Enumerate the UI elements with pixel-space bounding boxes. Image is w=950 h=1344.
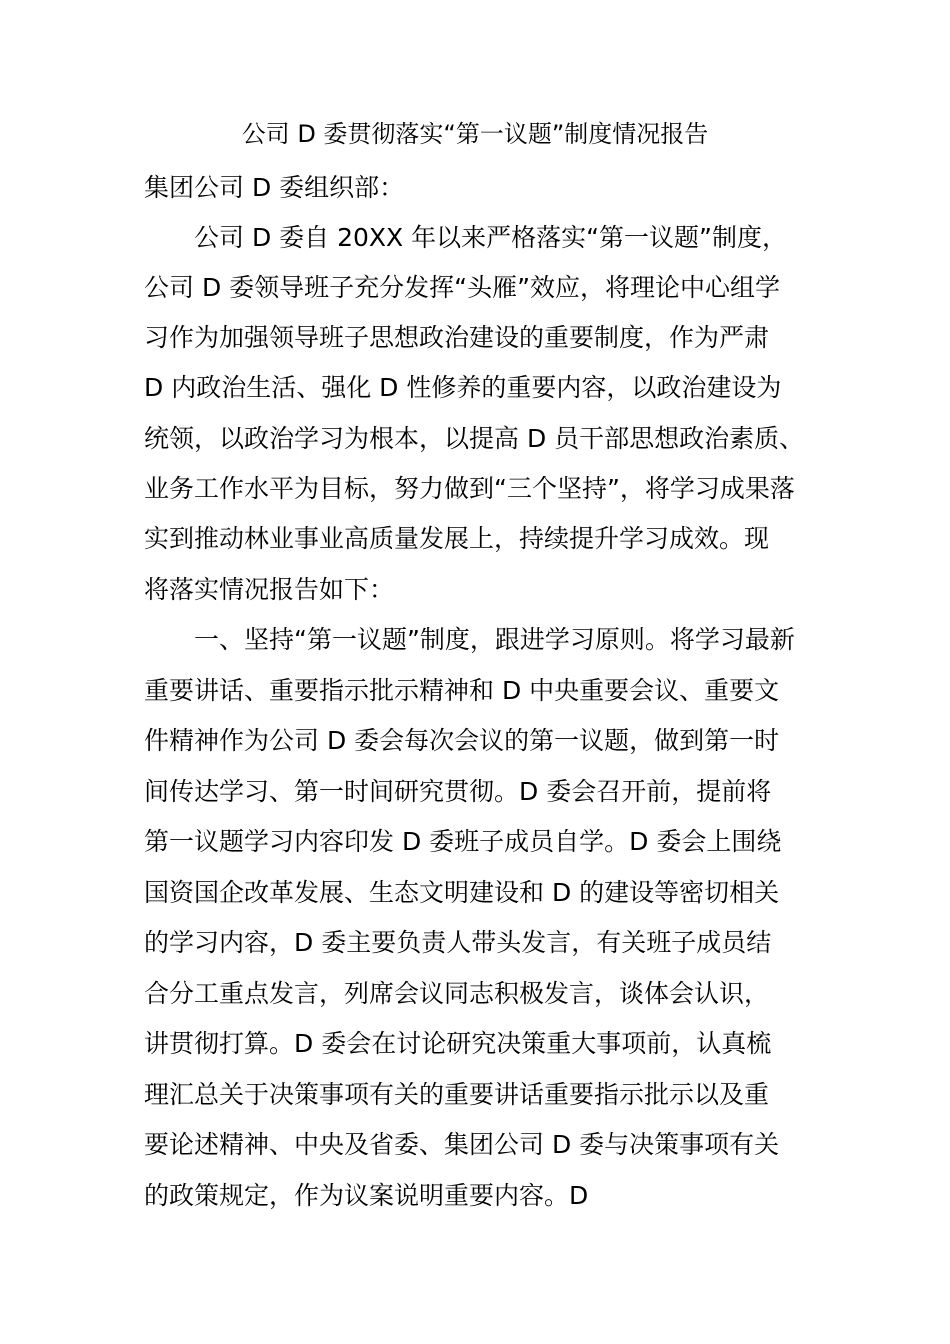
paragraph-line: 公司 D 委领导班子充分发挥“头雁”效应，将理论中心组学 (144, 273, 781, 302)
paragraph-line: 间传达学习、第一时间研究贯彻。D 委会召开前，提前将 (144, 777, 772, 806)
paragraph-line: 讲贯彻打算。D 委会在讨论研究决策重大事项前，认真梳 (144, 1029, 772, 1058)
paragraph-line: 理汇总关于决策事项有关的重要讲话重要指示批示以及重 (144, 1080, 770, 1109)
paragraph-line: 实到推动林业事业高质量发展上，持续提升学习成效。现 (144, 524, 770, 553)
paragraph-line: 习作为加强领导班子思想政治建设的重要制度，作为严肃 (144, 323, 770, 352)
paragraph-line: 的政策规定，作为议案说明重要内容。D (144, 1181, 589, 1210)
paragraph-line: 的学习内容，D 委主要负责人带头发言，有关班子成员结 (144, 928, 772, 957)
paragraph-line: 公司 D 委自 20XX 年以来严格落实“第一议题”制度， (194, 223, 788, 252)
paragraph-line: 要论述精神、中央及省委、集团公司 D 委与决策事项有关 (144, 1130, 780, 1159)
paragraph-line: 统领，以政治学习为根本，以提高 D 员干部思想政治素质、 (144, 424, 805, 453)
document-title: 公司 D 委贯彻落实“第一议题”制度情况报告 (241, 120, 709, 148)
paragraph-line: D 内政治生活、强化 D 性修养的重要内容，以政治建设为 (144, 373, 782, 402)
paragraph-line: 第一议题学习内容印发 D 委班子成员自学。D 委会上围绕 (144, 827, 782, 856)
paragraph-line: 业务工作水平为目标，努力做到“三个坚持”，将学习成果落 (144, 474, 795, 503)
paragraph-line: 件精神作为公司 D 委会每次会议的第一议题，做到第一时 (144, 726, 780, 755)
paragraph-line: 一、坚持“第一议题”制度，跟进学习原则。将学习最新 (194, 625, 795, 654)
paragraph-line: 重要讲话、重要指示批示精神和 D 中央重要会议、重要文 (144, 676, 780, 705)
paragraph-line: 将落实情况报告如下： (144, 575, 395, 604)
addressee: 集团公司 D 委组织部： (144, 173, 405, 202)
paragraph-line: 合分工重点发言，列席会议同志积极发言，谈体会认识， (144, 979, 770, 1008)
paragraph-line: 国资国企改革发展、生态文明建设和 D 的建设等密切相关 (144, 878, 780, 907)
